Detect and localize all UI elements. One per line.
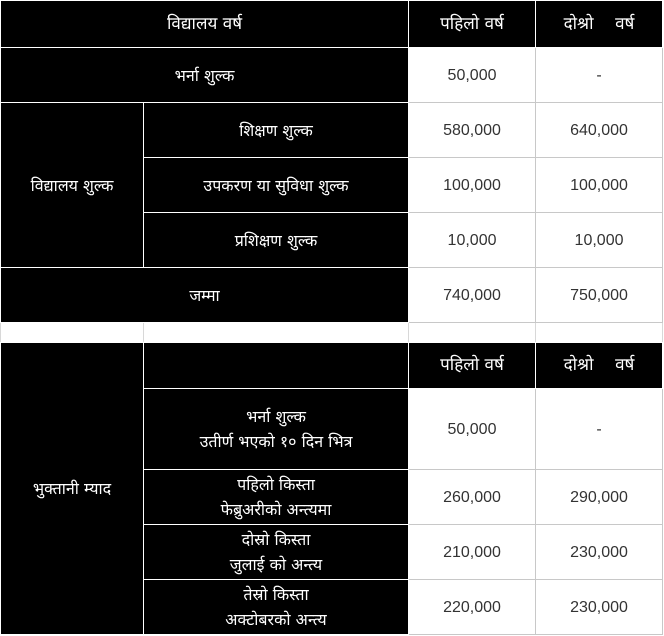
tuition-year1: 580,000: [409, 103, 536, 158]
spacer-row: [1, 323, 663, 343]
payment-group-label: भुक्तानी म्याद: [1, 343, 144, 635]
installment-label: [144, 470, 409, 525]
training-label: प्रशिक्षण शुल्क: [144, 213, 409, 268]
admission-label: भर्ना शुल्क: [1, 48, 409, 103]
installment-year1: 210,000: [409, 525, 536, 580]
payment-header-year1: पहिलो वर्ष: [409, 343, 536, 389]
installment-label: [144, 580, 409, 635]
payment-header-year2: दोश्रो वर्ष: [536, 343, 663, 389]
total-year2: 750,000: [536, 268, 663, 323]
installment-year2: -: [536, 389, 663, 470]
tuition-label: शिक्षण शुल्क: [144, 103, 409, 158]
installment-line2: अक्टोबरको अन्त्य: [225, 610, 327, 629]
equipment-year2: 100,000: [536, 158, 663, 213]
table-row: [1, 48, 663, 103]
installment-line1: दोस्रो किस्ता: [241, 530, 311, 549]
spacer-cell: [1, 323, 144, 343]
installment-year2: 230,000: [536, 525, 663, 580]
total-row: [1, 268, 663, 323]
installment-year1: 50,000: [409, 389, 536, 470]
installment-year1: 260,000: [409, 470, 536, 525]
school-fee-group-label: विद्यालय शुल्क: [1, 103, 144, 268]
installment-label: [144, 525, 409, 580]
installment-year1: 220,000: [409, 580, 536, 635]
spacer-cell: [144, 323, 409, 343]
fees-header-label: विद्यालय वर्ष: [1, 1, 409, 48]
installment-line1: तेस्रो किस्ता: [243, 585, 309, 604]
fees-header-year1: पहिलो वर्ष: [409, 1, 536, 48]
admission-year1: 50,000: [409, 48, 536, 103]
installment-line2: जुलाई को अन्त्य: [229, 555, 323, 574]
installment-line2: फेब्रुअरीको अन्त्यमा: [220, 500, 332, 519]
training-year2: 10,000: [536, 213, 663, 268]
spacer-cell: [536, 323, 663, 343]
installment-year2: 230,000: [536, 580, 663, 635]
installment-year2: 290,000: [536, 470, 663, 525]
table-row: [1, 103, 663, 158]
equipment-label: उपकरण या सुविधा शुल्क: [144, 158, 409, 213]
installment-line1: भर्ना शुल्क: [246, 407, 306, 426]
total-year1: 740,000: [409, 268, 536, 323]
payment-table: [0, 342, 663, 635]
payment-header-row: [1, 343, 663, 389]
installment-line1: पहिलो किस्ता: [237, 475, 315, 494]
payment-header-blank: [144, 343, 409, 389]
equipment-year1: 100,000: [409, 158, 536, 213]
training-year1: 10,000: [409, 213, 536, 268]
spacer-cell: [409, 323, 536, 343]
installment-label: [144, 389, 409, 470]
total-label: जम्मा: [1, 268, 409, 323]
admission-year2: -: [536, 48, 663, 103]
installment-line2: उतीर्ण भएको १० दिन भित्र: [199, 432, 353, 451]
tuition-year2: 640,000: [536, 103, 663, 158]
fees-header-year2: दोश्रो वर्ष: [536, 1, 663, 48]
fees-header-row: [1, 1, 663, 48]
